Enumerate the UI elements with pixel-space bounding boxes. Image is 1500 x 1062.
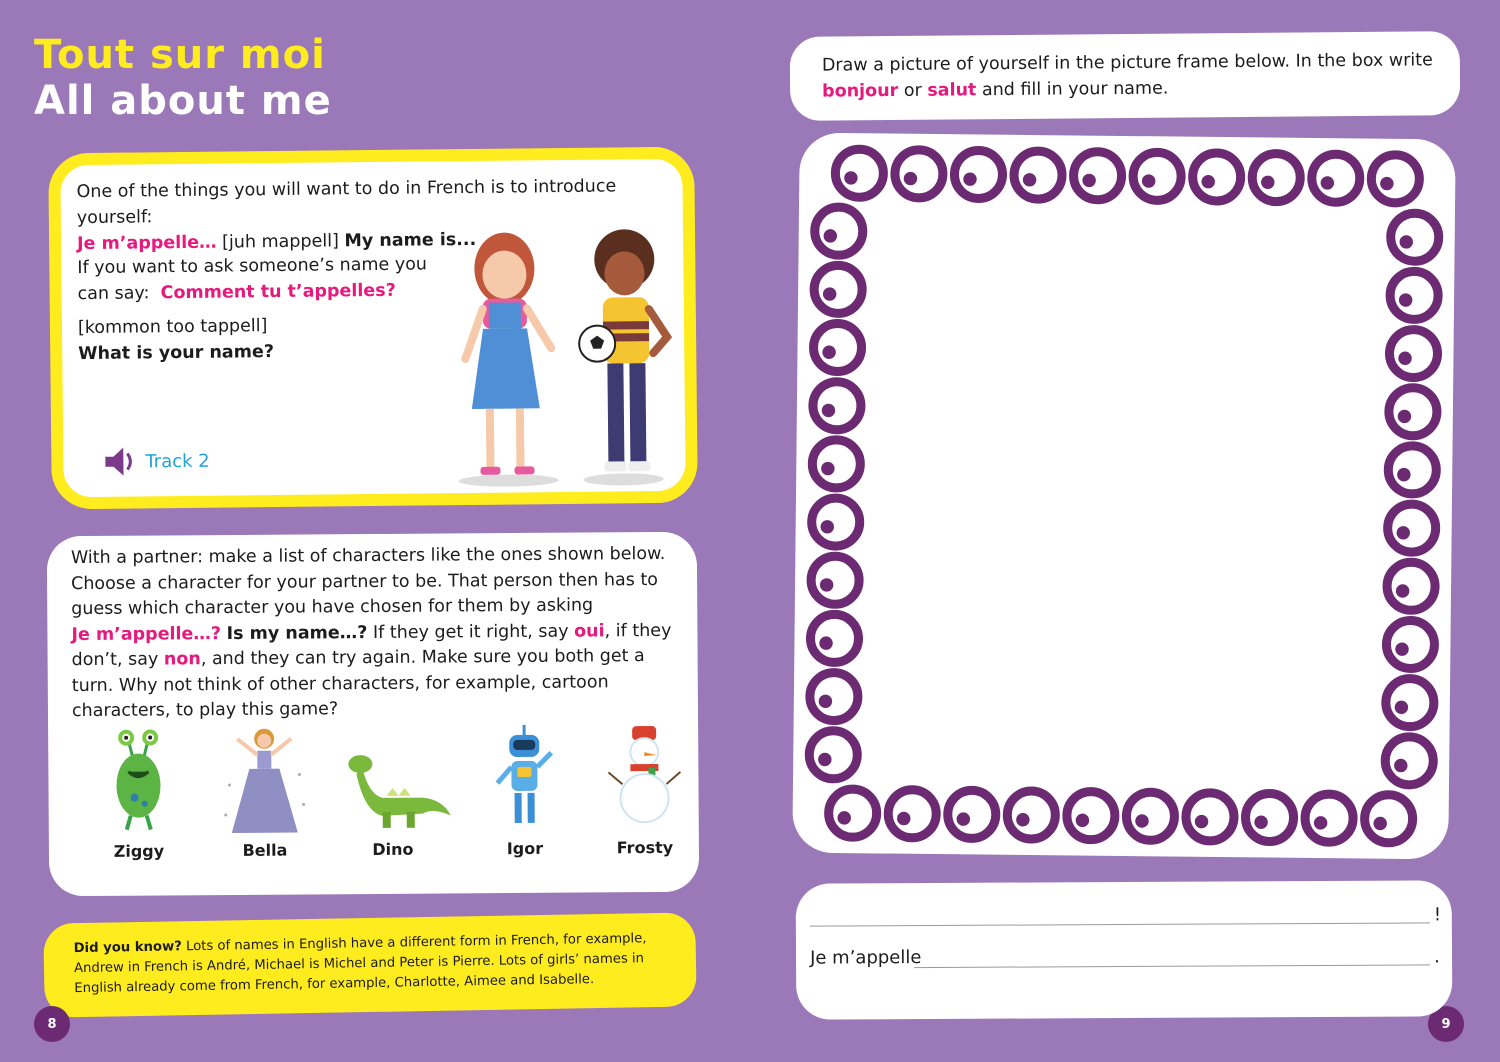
frame-ornament [844,171,858,185]
frame-ornament [1192,153,1241,202]
ask-text [77,251,428,307]
did-you-know-body: Lots of names in English have a different form in French, for example, Andrew in French is André, Michael is Michel and Peter is Pierre. Lots of girls’ names in English already come from French, for example, Charlotte, Aimee and Isabelle. [73,931,647,997]
character-bella [214,724,315,860]
word-salut: salut [927,80,977,101]
frame-ornament [824,229,838,243]
track-label: Track 2 [145,450,210,472]
character-dino [342,724,443,860]
frame-ornament [1321,176,1335,190]
partner-text-c: , if they don’t, say [71,620,672,671]
character-name: Bella [242,840,288,860]
frame-ornament [1386,620,1435,669]
word-or: or [903,80,922,101]
frame-ornament [815,207,864,256]
frame-ornament [1195,815,1209,829]
frame-ornament [1396,526,1410,540]
instructions-panel [790,31,1461,121]
phrase-pronunciation: [juh mappell] [222,231,339,253]
word-bonjour: bonjour [822,80,899,102]
frame-ornament [1389,387,1438,436]
word-non: non [163,649,201,670]
frame-ornament [957,812,971,826]
partner-ask-english: Is my name…? [226,622,368,644]
phrase-english: My name is... [344,229,477,252]
frame-ornament [822,404,836,418]
title-english: All about me [34,78,332,124]
frame-ornament [820,578,834,592]
frame-ornament [1389,329,1438,378]
robot-icon [489,723,560,833]
frame-ornament [1126,792,1175,841]
frame-ornament [1245,793,1294,842]
frame-ornament [1133,152,1182,201]
picture-frame-panel[interactable] [792,133,1456,860]
frame-ornament [1007,791,1056,840]
partner-text [71,542,682,725]
audio-track[interactable] [103,444,210,479]
frame-ornament [814,265,863,314]
frame-ornament [888,790,937,839]
frame-ornament [1201,175,1215,189]
speaker-icon [103,444,137,478]
frame-ornament [1364,795,1413,844]
instructions-line: Draw a picture of yourself in the picture frame below. In the box write [821,50,1433,76]
frame-ornament [828,789,877,838]
frame-ornament [819,636,833,650]
frame-ornament [1252,153,1301,202]
frame-ornament [821,462,835,476]
frame-ornament [1398,410,1412,424]
frame-ornament [1082,174,1096,188]
frame-ornament [809,731,858,780]
frame-ornament [897,812,911,826]
frame-ornament [835,149,884,198]
ask-pronunciation: [kommon too tappell] [77,316,268,339]
children-illustration [426,217,689,490]
frame-ornament [1373,817,1387,831]
frame-ornament [810,672,859,721]
partner-text-b: If they get it right, say [372,621,569,643]
partner-panel [47,532,699,897]
page-number-right: 9 [1428,1006,1464,1042]
frame-ornament [1016,813,1030,827]
frame-ornament [1076,814,1090,828]
frame-ornament [1023,173,1037,187]
character-list [78,722,679,876]
frame-ornament [1073,151,1122,200]
frame-ornament [1186,793,1235,842]
frame-ornament [837,811,851,825]
frame-ornament [1254,815,1268,829]
frame-ornament [811,498,860,547]
frame-ornament [1014,151,1063,200]
ask-english: What is your name? [78,342,275,365]
frame-ornament [895,150,944,199]
character-igor [474,723,575,859]
greeting-line[interactable] [810,922,1430,926]
did-you-know-text [74,929,675,999]
full-stop: . [1433,946,1440,968]
exclamation-mark: ! [1433,904,1442,926]
page-number-left: 8 [34,1006,70,1042]
frame-ornament [812,440,861,489]
frame-ornament [811,556,860,605]
frame-ornament [818,753,832,767]
character-name: Frosty [616,837,674,858]
instructions-text [822,47,1442,104]
word-oui: oui [574,620,605,642]
frame-ornament [1261,175,1275,189]
frame-ornament [822,345,836,359]
frame-ornament [904,172,918,186]
intro-line: One of the things you will want to do in French is to introduce yourself: [76,176,617,229]
frame-ornament [813,381,862,430]
instructions-end: and fill in your name. [981,78,1169,101]
name-label: Je m’appelle [809,947,922,969]
ask-french: Comment tu t’appelles? [160,280,396,304]
ask-translation [78,313,274,367]
ornamental-frame [792,133,1456,860]
character-name: Dino [372,839,414,860]
character-name: Igor [506,838,544,859]
frame-ornament [1388,446,1437,495]
intro-panel [48,147,698,510]
frame-ornament [813,323,862,372]
frame-ornament [823,287,837,301]
frame-ornament [1390,213,1439,262]
frame-ornament [1396,584,1410,598]
frame-ornament [820,520,834,534]
title-french: Tout sur moi [34,32,326,78]
name-box-panel [796,880,1453,1019]
frame-ornament [1394,759,1408,773]
character-name: Ziggy [113,841,165,861]
frame-ornament [1387,504,1436,553]
frame-ornament [1395,701,1409,715]
phrase-french: Je m’appelle… [77,232,217,255]
frame-ornament [1142,174,1156,188]
character-ziggy [88,725,189,861]
frame-ornament [1385,737,1434,786]
frame-ornament [1305,794,1354,843]
did-you-know-label: Did you know? [73,939,182,957]
partner-ask-french: Je m’appelle…? [71,623,222,645]
frame-ornament [954,150,1003,199]
frame-ornament [1380,177,1394,191]
frame-ornament [1397,468,1411,482]
frame-ornament [819,695,833,709]
frame-ornament [1399,293,1413,307]
alien-icon [108,725,169,835]
frame-ornament [1390,271,1439,320]
frame-ornament [963,172,977,186]
partner-text-d: , and they can try again. Make sure you both get a turn. Why not think of other characters, for example, cartoon characters, to play this game? [71,646,645,722]
dinosaur-icon [342,723,453,834]
frame-ornament [1395,642,1409,656]
frame-ornament [1399,235,1413,249]
snowman-icon [604,722,685,833]
frame-ornament [1371,155,1420,204]
partner-instructions: With a partner: make a list of characters like the ones shown below. Choose a character for your partner to be. That person then has to guess which character you have chosen for them by asking [70,543,666,620]
frame-ornament [1314,816,1328,830]
ask-instruction: If you want to ask someone’s name you can say: [77,254,428,305]
name-line[interactable] [914,964,1430,968]
did-you-know-panel [43,912,697,1017]
frame-ornament [1398,351,1412,365]
frame-ornament [1312,154,1361,203]
frame-ornament [1135,814,1149,828]
princess-icon [219,724,310,835]
character-frosty [594,722,695,858]
frame-ornament [810,614,859,663]
frame-ornament [948,790,997,839]
frame-ornament [1386,678,1435,727]
frame-ornament [1387,562,1436,611]
frame-ornament [1067,791,1116,840]
